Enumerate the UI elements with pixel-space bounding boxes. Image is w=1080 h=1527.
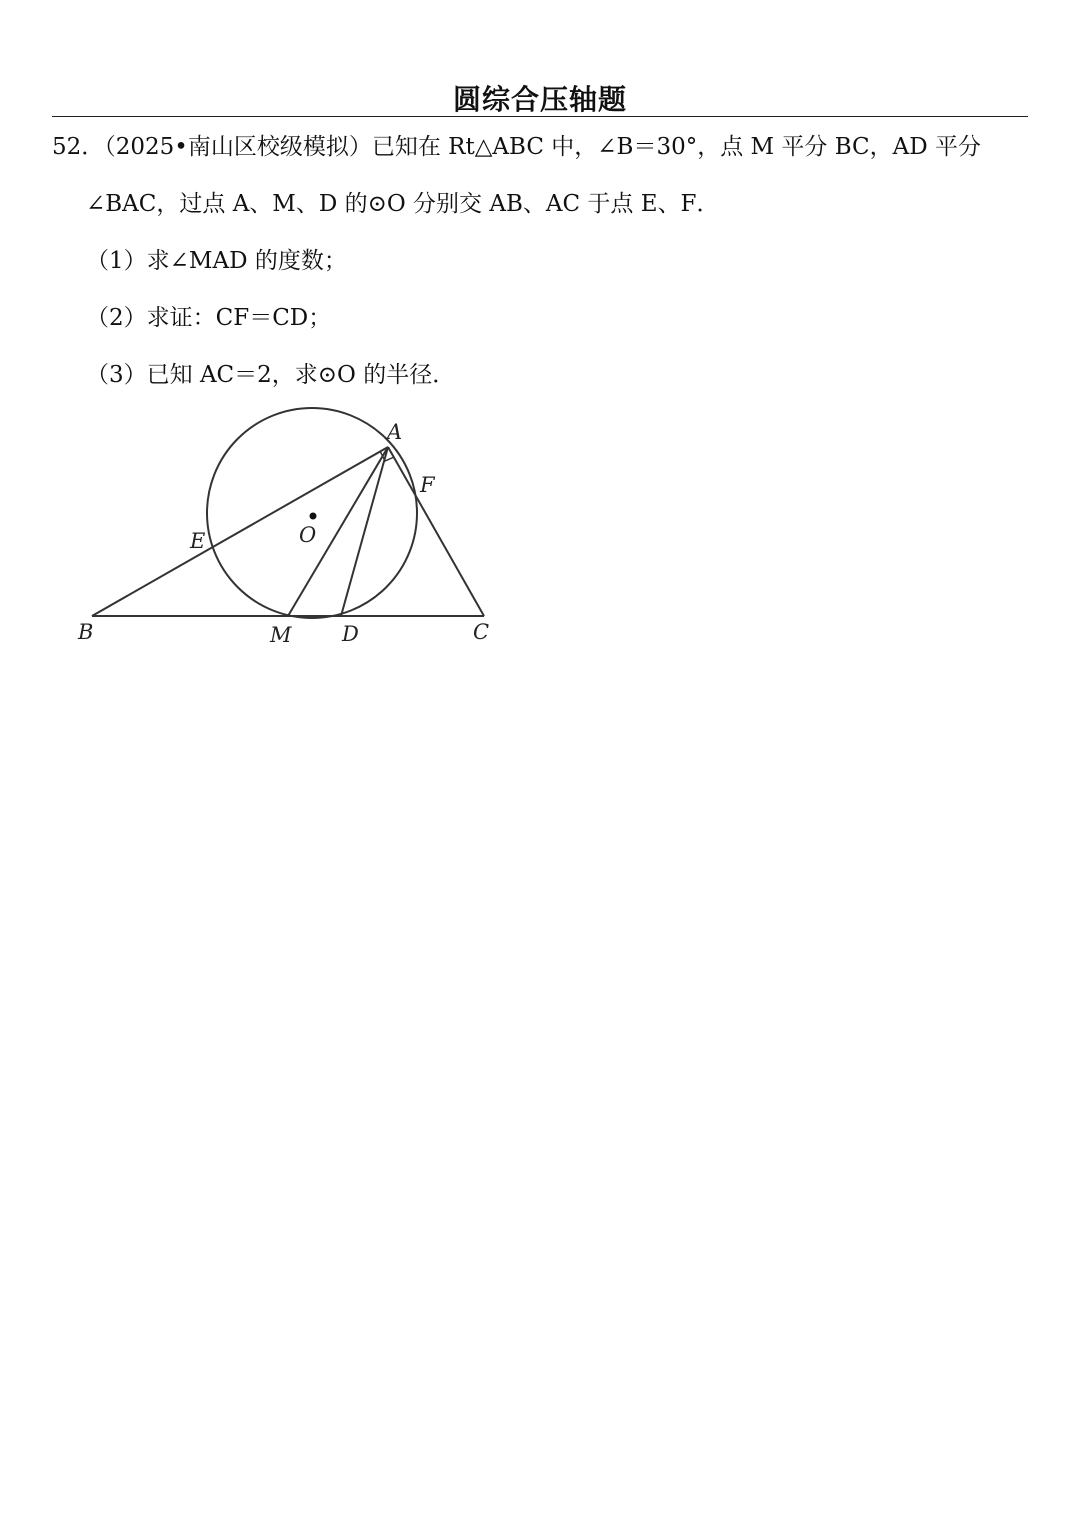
segment-ad bbox=[341, 447, 388, 616]
page-title: 圆综合压轴题 bbox=[452, 83, 627, 116]
label-m: M bbox=[270, 623, 292, 647]
geometry-diagram bbox=[60, 395, 510, 655]
center-o-dot bbox=[310, 513, 317, 520]
question-stem-line-2: ∠BAC，过点 A、M、D 的⊙O 分别交 AB、AC 于点 E、F． bbox=[86, 191, 720, 217]
page-header bbox=[52, 72, 1028, 117]
label-a: A bbox=[387, 420, 403, 444]
geometry-figure bbox=[60, 395, 510, 659]
label-b: B bbox=[78, 620, 94, 644]
sub-question-3: （3）已知 AC＝2，求⊙O 的半径． bbox=[86, 362, 456, 388]
question-stem-line-1: 52．（2025•南山区校级模拟）已知在 Rt△ABC 中，∠B＝30°，点 M 平分 BC，AD 平分 bbox=[52, 134, 981, 160]
label-e: E bbox=[190, 529, 206, 553]
sub-question-2: （2）求证：CF＝CD； bbox=[86, 305, 332, 331]
sub-question-1: （1）求∠MAD 的度数； bbox=[86, 248, 347, 274]
label-f: F bbox=[420, 473, 435, 497]
segment-ac bbox=[388, 447, 484, 616]
label-o: O bbox=[299, 523, 317, 547]
label-c: C bbox=[473, 620, 490, 644]
label-d: D bbox=[342, 622, 359, 646]
